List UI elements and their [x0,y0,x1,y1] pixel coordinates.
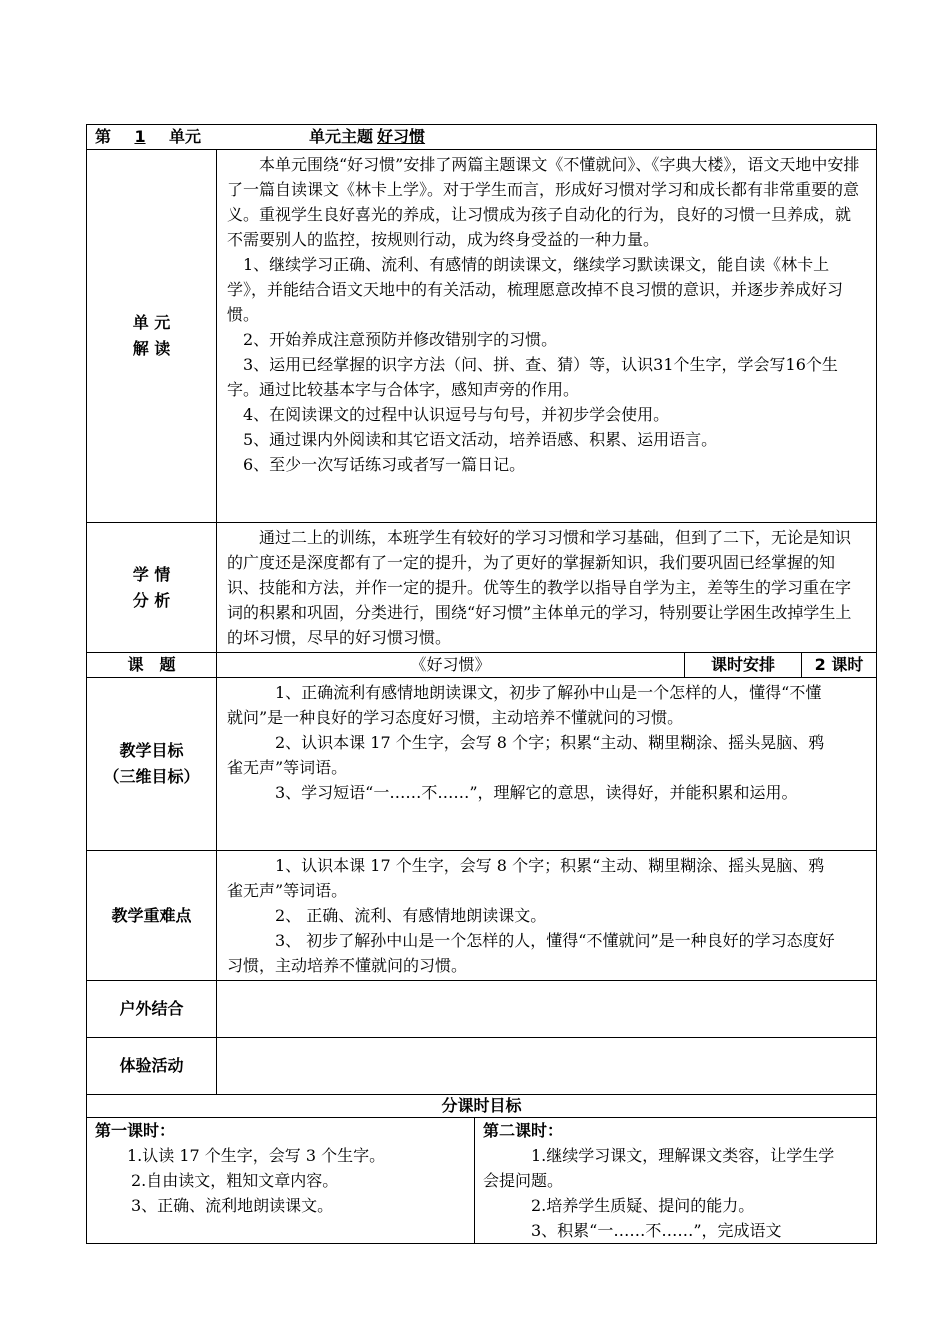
objectives-label [87,678,217,851]
objectives-content [217,678,877,851]
second-period-heading: 第二课时： [483,1121,564,1140]
unit-number: 1 [134,127,146,146]
lesson-plan-document [86,124,876,1244]
unit-reading-point: 3、运用已经掌握的识字方法（问、拼、查、猜）等，认识31个生字，学会写16个生字。通过比较基本字与合体字，感知声旁的作用。 [227,355,838,399]
outdoor-row [87,981,877,1038]
objective-item: 2、认识本课 17 个生字，会写 8 个字；积累“主动、糊里糊涂、摇头晃脑、鸦雀无声”等词语。 [227,733,825,777]
unit-header [87,125,877,150]
schedule-label: 课时安排 [685,653,802,678]
key-point-item: 1、认识本课 17 个生字，会写 8 个字；积累“主动、糊里糊涂、摇头晃脑、鸦雀无声”等词语。 [227,856,825,900]
experience-label: 体验活动 [87,1038,217,1095]
experience-value [217,1038,877,1095]
student-analysis-row [87,523,877,653]
first-period-heading: 第一课时： [95,1121,176,1140]
unit-reading-label-line1: 单 元 [132,313,171,332]
key-point-item: 3、 初步了解孙中山是一个怎样的人，懂得“不懂就问”是一种良好的学习态度好习惯，主动培养不懂就问的习惯。 [227,931,835,975]
lesson-label: 课 题 [87,653,217,678]
key-points-content [217,851,877,981]
period-goals-title: 分课时目标 [87,1095,877,1118]
unit-reading-label-line2: 解 读 [132,339,171,358]
experience-row [87,1038,877,1095]
objective-item: 3、学习短语“一……不……”，理解它的意思，读得好，并能积累和运用。 [275,783,798,802]
student-analysis-text: 通过二上的训练，本班学生有较好的学习习惯和学习基础，但到了二下，无论是知识的广度还是深度都有了一定的提升，为了更好的掌握新知识，我们要巩固已经掌握的知识、技能和方法，并作一定的提升。优等生的教学以指导自学为主，差等生的学习重在字词的积累和巩固，分类进行，围绕“好习惯”主体单元的学习，特别要让学困生改掉学生上的坏习惯，尽早的好习惯习惯。 [227,528,852,647]
second-period-cell [475,1118,877,1244]
theme-label: 单元主题 [309,127,374,146]
first-period-item: 2.自由读文，粗知文章内容。 [131,1171,339,1190]
student-analysis-content [217,523,877,653]
period-goals-title-row [87,1095,877,1118]
lesson-title: 《好习惯》 [217,653,685,678]
objectives-label-line1: 教学目标 [119,741,184,760]
objectives-label-line2: （三维目标） [103,767,200,786]
key-points-row [87,851,877,981]
second-period-item: 3、积累“一……不……”，完成语文 [531,1221,782,1240]
unit-prefix: 第 [95,127,112,146]
unit-suffix: 单元 [169,127,202,146]
unit-reading-point: 5、通过课内外阅读和其它语文活动，培养语感、积累、运用语言。 [243,430,718,449]
key-points-label: 教学重难点 [87,851,217,981]
unit-reading-label [87,150,217,523]
student-analysis-label [87,523,217,653]
period-goals-row [87,1118,877,1244]
first-period-cell [87,1118,475,1244]
objectives-row [87,678,877,851]
second-period-item: 2.培养学生质疑、提问的能力。 [531,1196,755,1215]
second-period-item: 1.继续学习课文，理解课文类容，让学生学会提问题。 [483,1146,835,1190]
lesson-row [87,653,877,678]
schedule-value: 2 课时 [802,653,877,678]
theme-value: 好习惯 [377,127,426,146]
objective-item: 1、正确流利有感情地朗读课文，初步了解孙中山是一个怎样的人，懂得“不懂就问”是一种良好的学习态度好习惯，主动培养不懂就问的习惯。 [227,683,822,727]
key-point-item: 2、 正确、流利、有感情地朗读课文。 [275,906,547,925]
unit-reading-row [87,150,877,523]
first-period-item: 3、正确、流利地朗读课文。 [131,1196,334,1215]
student-analysis-label-line1: 学 情 [132,564,171,584]
outdoor-value [217,981,877,1038]
unit-reading-content [217,150,877,523]
unit-reading-point: 4、在阅读课文的过程中认识逗号与句号，并初步学会使用。 [243,405,670,424]
unit-reading-intro: 本单元围绕“好习惯”安排了两篇主题课文《不懂就问》、《字典大楼》，语文天地中安排了一篇自读课文《林卡上学》。对于学生而言，形成好习惯对学习和成长都有非常重要的意义。重视学生良好喜光的养成，让习惯成为孩子自动化的行为，良好的习惯一旦养成，就不需要别人的监控，按规则行动，成为终身受益的一种力量。 [227,155,860,249]
lesson-plan-table [86,124,877,1244]
unit-reading-point: 2、开始养成注意预防并修改错别字的习惯。 [243,330,558,349]
unit-reading-point: 1、继续学习正确、流利、有感情的朗读课文，继续学习默读课文，能自读《林卡上学》，并能结合语文天地中的有关活动，梳理愿意改掉不良习惯的意识，并逐步养成好习惯。 [227,255,844,324]
student-analysis-label-line2: 分 析 [132,590,171,610]
first-period-item: 1.认读 17 个生字，会写 3 个生字。 [127,1146,386,1165]
header-row [87,125,877,150]
unit-reading-point: 6、至少一次写话练习或者写一篇日记。 [243,455,526,474]
outdoor-label: 户外结合 [87,981,217,1038]
